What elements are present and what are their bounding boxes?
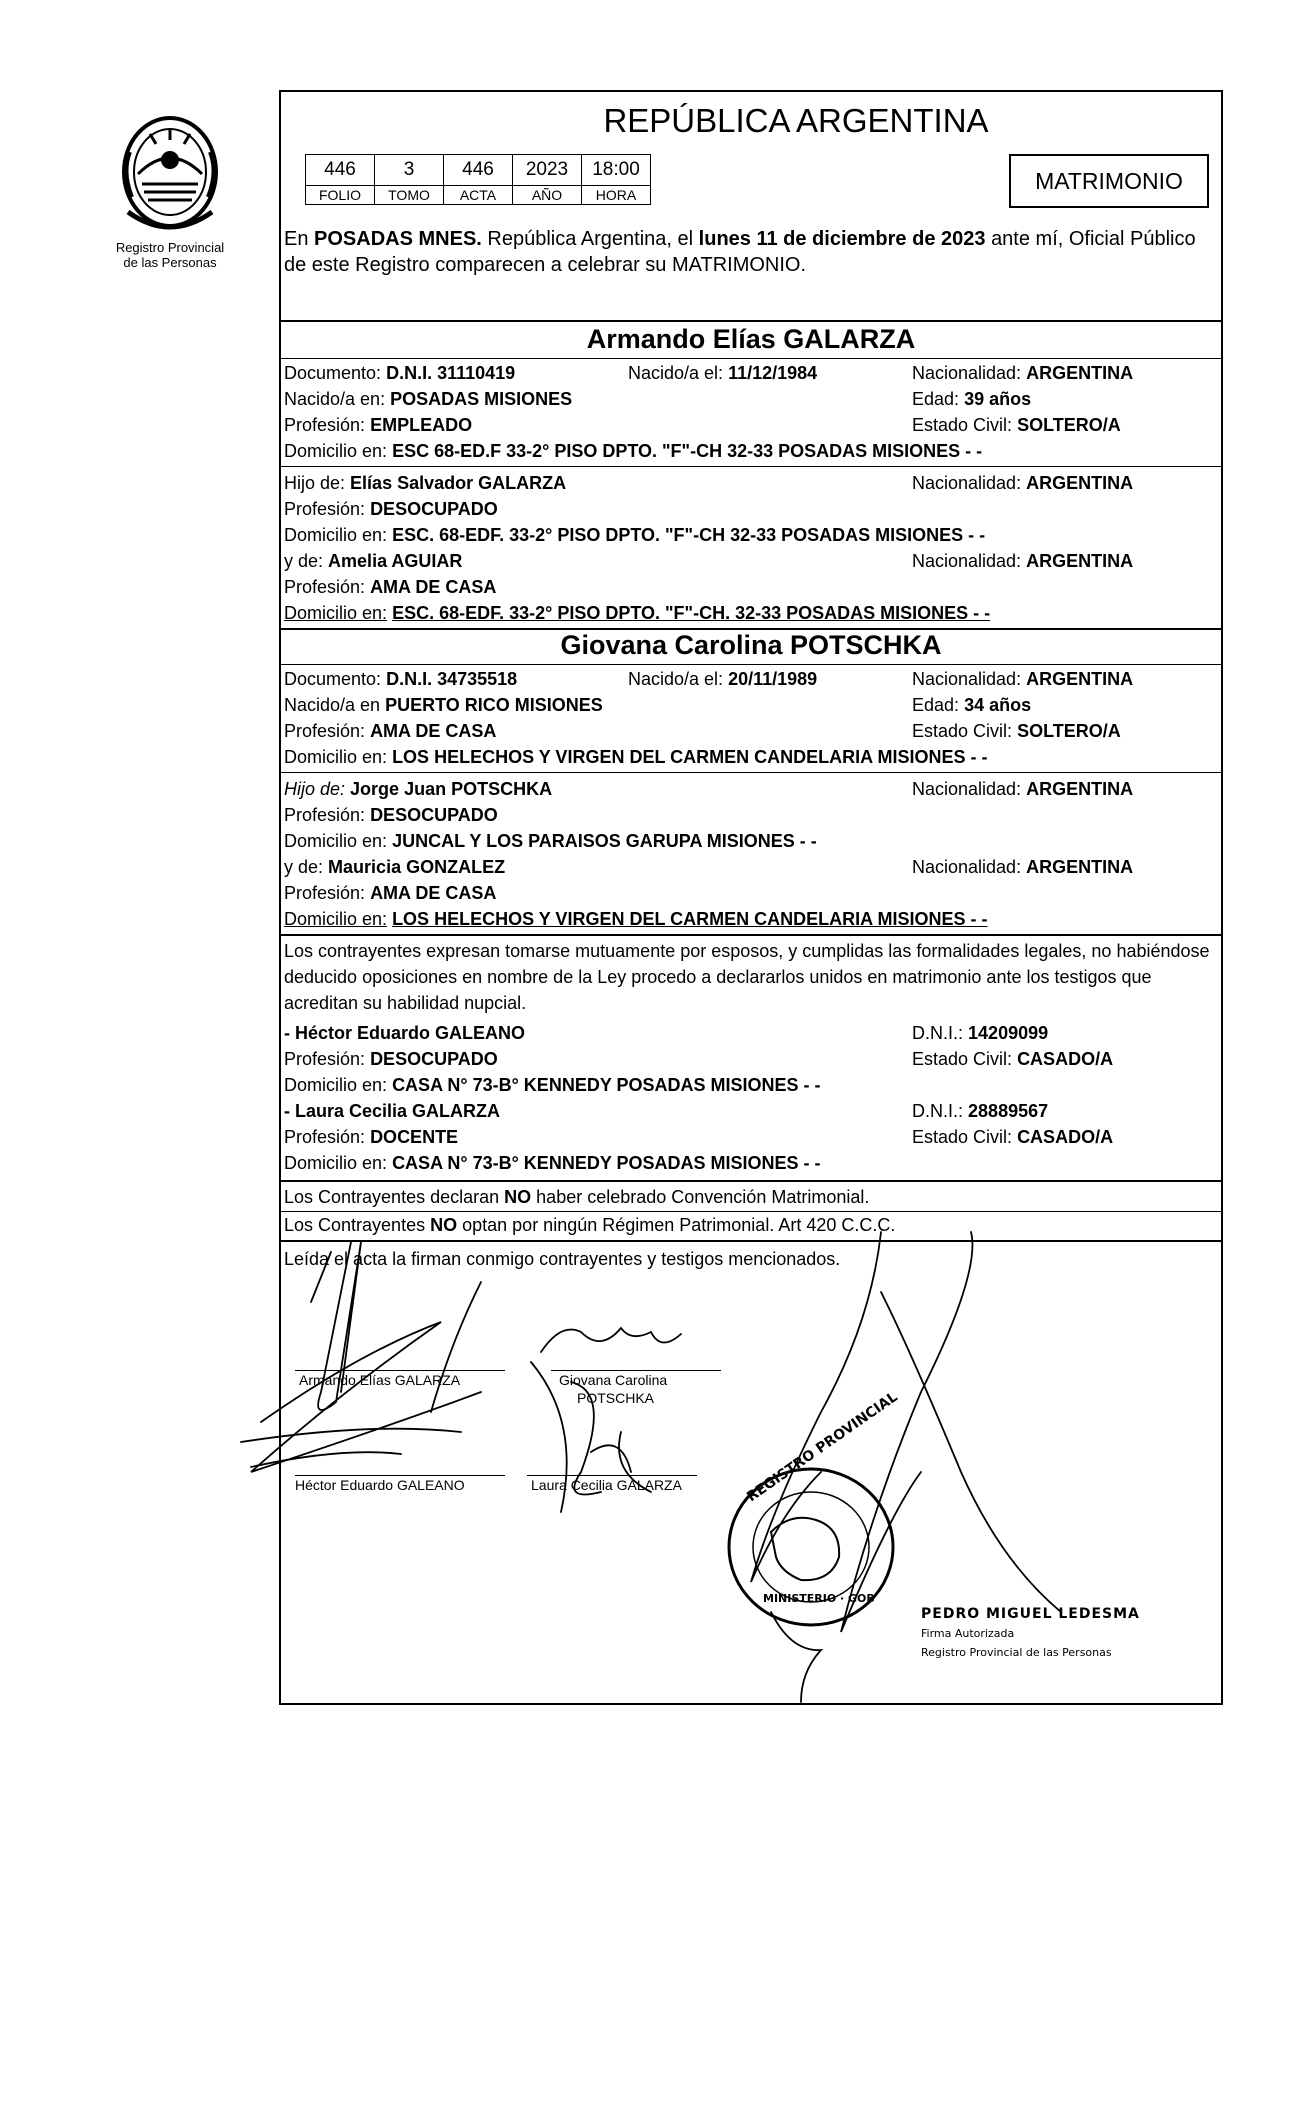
witness1-dni: D.N.I.: 14209099 — [912, 1023, 1049, 1043]
officer-block — [921, 1605, 1140, 1662]
hora-label: HORA — [582, 186, 651, 205]
intro-text1: República Argentina, el — [487, 228, 694, 250]
provincial-seal-icon — [110, 112, 230, 240]
witness1-signature-label: Héctor Eduardo GALEANO — [295, 1477, 465, 1493]
groom-name: Armando Elías GALARZA — [586, 324, 916, 354]
witness1-name: - Héctor Eduardo GALEANO — [284, 1023, 526, 1043]
groom-doc: Documento: D.N.I. 31110419 — [284, 363, 516, 383]
witness2-name: - Laura Cecilia GALARZA — [284, 1101, 501, 1121]
bride-signature-label-1: Giovana Carolina — [559, 1372, 668, 1388]
divider — [281, 934, 1221, 936]
groom-signature-line — [295, 1370, 505, 1371]
tomo-value: 3 — [375, 155, 444, 186]
bride-father-address: Domicilio en: JUNCAL Y LOS PARAISOS GARUPA MISIONES - - — [284, 831, 817, 851]
divider — [281, 320, 1221, 322]
official-stamp — [721, 1389, 901, 1632]
svg-text:REGISTRO PROVINCIAL: REGISTRO PROVINCIAL — [744, 1389, 901, 1506]
witness1-civil-status: Estado Civil: CASADO/A — [912, 1049, 1114, 1069]
anio-label: AÑO — [513, 186, 582, 205]
bride-doc: Documento: D.N.I. 34735518 — [284, 669, 518, 689]
officer-role: Firma Autorizada — [921, 1627, 1015, 1640]
groom-signature-label: Armando Elías GALARZA — [299, 1372, 461, 1388]
groom-address: Domicilio en: ESC 68-ED.F 33-2° PISO DPTO. "F"-CH 32-33 POSADAS MISIONES - - — [284, 441, 983, 461]
tomo-label: TOMO — [375, 186, 444, 205]
divider — [281, 664, 1221, 665]
groom-age: Edad: 39 años — [912, 389, 1032, 409]
bride-age: Edad: 34 años — [912, 695, 1032, 715]
convention-line1: Los Contrayentes declaran NO haber celebrado Convención Matrimonial. — [284, 1187, 870, 1207]
bride-born-in: Nacido/a en PUERTO RICO MISIONES — [284, 695, 603, 715]
groom-father-nationality: Nacionalidad: ARGENTINA — [912, 473, 1134, 493]
witness2-dni: D.N.I.: 28889567 — [912, 1101, 1049, 1121]
divider — [281, 772, 1221, 773]
intro-paragraph — [284, 226, 1219, 278]
bride-profession: Profesión: AMA DE CASA — [284, 721, 497, 741]
registry-logo — [100, 112, 240, 270]
certificate-frame — [279, 90, 1223, 1705]
page-title: REPÚBLICA ARGENTINA — [603, 102, 989, 139]
closing-text: Leída el acta la firman conmigo contrayentes y testigos mencionados. — [284, 1249, 841, 1269]
divider — [281, 1211, 1221, 1212]
intro-place: POSADAS MNES. — [314, 228, 482, 250]
anio-value: 2023 — [513, 155, 582, 186]
officer-name: PEDRO MIGUEL LEDESMA — [921, 1606, 1140, 1622]
convention-line2: Los Contrayentes NO optan por ningún Régimen Patrimonial. Art 420 C.C.C. — [284, 1215, 896, 1235]
logo-caption-2: de las Personas — [123, 255, 217, 270]
witness1-signature-line — [295, 1475, 505, 1476]
bride-signature-label-2: POTSCHKA — [577, 1390, 655, 1406]
bride-father: Hijo de: Jorge Juan POTSCHKA — [284, 779, 553, 799]
witness2-signature-label: Laura Cecilia GALARZA — [531, 1477, 682, 1493]
groom-born-in: Nacido/a en: POSADAS MISIONES — [284, 389, 573, 409]
witness2-address: Domicilio en: CASA N° 73-B° KENNEDY POSADAS MISIONES - - — [284, 1153, 821, 1173]
declaration-text: Los contrayentes expresan tomarse mutuamente por esposos, y cumplidas las formalidades legales, no habiéndose deducido oposiciones en nombre de la Ley procedo a declararlos unidos en matrimonio ante los testigos que acreditan su habilidad nupcial. — [284, 941, 1210, 1013]
groom-civil-status: Estado Civil: SOLTERO/A — [912, 415, 1121, 435]
bride-mother-profession: Profesión: AMA DE CASA — [284, 883, 497, 903]
groom-nationality: Nacionalidad: ARGENTINA — [912, 363, 1134, 383]
witness1-profession: Profesión: DESOCUPADO — [284, 1049, 498, 1069]
witness2-signature-line — [527, 1475, 697, 1476]
folio-label: FOLIO — [306, 186, 375, 205]
svg-text:MINISTERIO · GOB: MINISTERIO · GOB — [763, 1592, 875, 1605]
groom-father-profession: Profesión: DESOCUPADO — [284, 499, 498, 519]
acta-value: 446 — [444, 155, 513, 186]
bride-signature-line — [551, 1370, 721, 1371]
acta-label: ACTA — [444, 186, 513, 205]
bride-born-on: Nacido/a el: 20/11/1989 — [628, 669, 818, 689]
witness2-civil-status: Estado Civil: CASADO/A — [912, 1127, 1114, 1147]
divider — [281, 466, 1221, 467]
groom-profession: Profesión: EMPLEADO — [284, 415, 473, 435]
groom-mother: y de: Amelia AGUIAR — [284, 551, 463, 571]
divider — [281, 358, 1221, 359]
groom-mother-profession: Profesión: AMA DE CASA — [284, 577, 497, 597]
intro-text2: ante mí, Oficial Público de este Registro comparecen a celebrar su MATRIMONIO. — [284, 228, 1196, 276]
groom-father-address: Domicilio en: ESC. 68-EDF. 33-2° PISO DPTO. "F"-CH 32-33 POSADAS MISIONES - - — [284, 525, 986, 545]
groom-mother-nationality: Nacionalidad: ARGENTINA — [912, 551, 1134, 571]
divider — [281, 1240, 1221, 1242]
groom-father: Hijo de: Elías Salvador GALARZA — [284, 473, 567, 493]
intro-date: lunes 11 de diciembre de 2023 — [698, 228, 986, 250]
bride-mother-address: Domicilio en: LOS HELECHOS Y VIRGEN DEL CARMEN CANDELARIA MISIONES - - — [284, 909, 988, 929]
bride-nationality: Nacionalidad: ARGENTINA — [912, 669, 1134, 689]
logo-caption-1: Registro Provincial — [115, 240, 225, 255]
bride-address: Domicilio en: LOS HELECHOS Y VIRGEN DEL CARMEN CANDELARIA MISIONES - - — [284, 747, 988, 767]
bride-mother: y de: Mauricia GONZALEZ — [284, 857, 506, 877]
groom-born-on: Nacido/a el: 11/12/1984 — [628, 363, 818, 383]
folio-value: 446 — [306, 155, 375, 186]
witness2-profession: Profesión: DOCENTE — [284, 1127, 459, 1147]
groom-mother-address: Domicilio en: ESC. 68-EDF. 33-2° PISO DPTO. "F"-CH. 32-33 POSADAS MISIONES - - — [284, 603, 991, 623]
intro-prefix: En — [284, 228, 309, 250]
bride-father-nationality: Nacionalidad: ARGENTINA — [912, 779, 1134, 799]
registry-table — [305, 154, 651, 205]
officer-office: Registro Provincial de las Personas — [921, 1646, 1112, 1659]
witness1-address: Domicilio en: CASA N° 73-B° KENNEDY POSADAS MISIONES - - — [284, 1075, 821, 1095]
hora-value: 18:00 — [582, 155, 651, 186]
divider — [281, 1180, 1221, 1182]
bride-mother-nationality: Nacionalidad: ARGENTINA — [912, 857, 1134, 877]
bride-father-profession: Profesión: DESOCUPADO — [284, 805, 498, 825]
document-type-box: MATRIMONIO — [1009, 154, 1209, 208]
bride-civil-status: Estado Civil: SOLTERO/A — [912, 721, 1121, 741]
bride-name: Giovana Carolina POTSCHKA — [560, 630, 942, 660]
